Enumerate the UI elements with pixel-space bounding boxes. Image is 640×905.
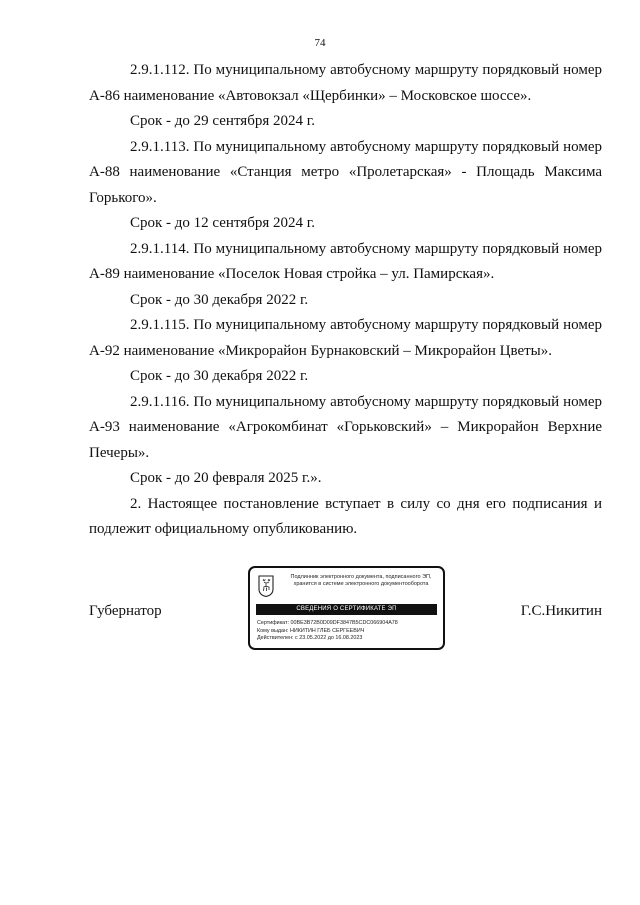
document-body [89,58,602,543]
signer-title: Губернатор [89,603,162,619]
deadline-2-9-1-114: Срок - до 30 декабря 2022 г. [130,291,309,308]
coat-of-arms-deer-icon [258,575,274,597]
paragraph-2-9-1-114: 2.9.1.114. По муниципальному автобусному маршруту порядковый номер А-89 наименование «Поселок Новая стройка – ул. Памирская». [89,240,602,282]
stamp-valid-line: Действителен: с 23.05.2022 до 16.08.2023 [257,635,363,641]
stamp-certificate-details [257,620,441,643]
stamp-certificate-line: Сертификат: 00BE3B72B0D09DF3847B5CDC066904A78 [257,620,398,626]
paragraph-effective-date: 2. Настоящее постановление вступает в силу со дня его подписания и подлежит официальному опубликованию. [89,495,602,537]
deadline-2-9-1-116: Срок - до 20 февраля 2025 г.». [130,470,322,486]
stamp-banner: СВЕДЕНИЯ О СЕРТИФИКАТЕ ЭП [256,604,437,615]
signer-name: Г.С.Никитин [520,603,602,619]
page-number: 74 [314,37,326,49]
paragraph-2-9-1-115: 2.9.1.115. По муниципальному автобусному маршруту порядковый номер А-92 наименование «Микрорайон Бурнаковский – Микрорайон Цветы». [89,317,602,359]
stamp-header-line-1: Подлинник электронного документа, подписанного ЭП, [290,574,432,580]
signature-block [89,566,602,656]
paragraph-2-9-1-112: 2.9.1.112. По муниципальному автобусному маршруту порядковый номер А-86 наименование «Автовокзал «Щербинки» – Московское шоссе». [89,62,602,104]
stamp-issued-to-line: Кому выдан: НИКИТИН ГЛЕБ СЕРГЕЕВИЧ [257,627,365,634]
stamp-header [280,574,442,588]
deadline-2-9-1-112: Срок - до 29 сентября 2024 г. [130,113,315,129]
electronic-signature-stamp [248,566,445,650]
deadline-2-9-1-115: Срок - до 30 декабря 2022 г. [130,368,309,384]
paragraph-2-9-1-116: 2.9.1.116. По муниципальному автобусному маршруту порядковый номер А-93 наименование «Агрокомбинат «Горьковский» – Микрорайон Верхние Печеры». [89,393,602,461]
stamp-header-line-2: хранится в системе электронного документооборота [293,581,429,587]
paragraph-2-9-1-113: 2.9.1.113. По муниципальному автобусному маршруту порядковый номер А-88 наименование «Станция метро «Пролетарская» - Площадь Максима Горького». [89,138,602,206]
deadline-2-9-1-113: Срок - до 12 сентября 2024 г. [130,215,315,231]
